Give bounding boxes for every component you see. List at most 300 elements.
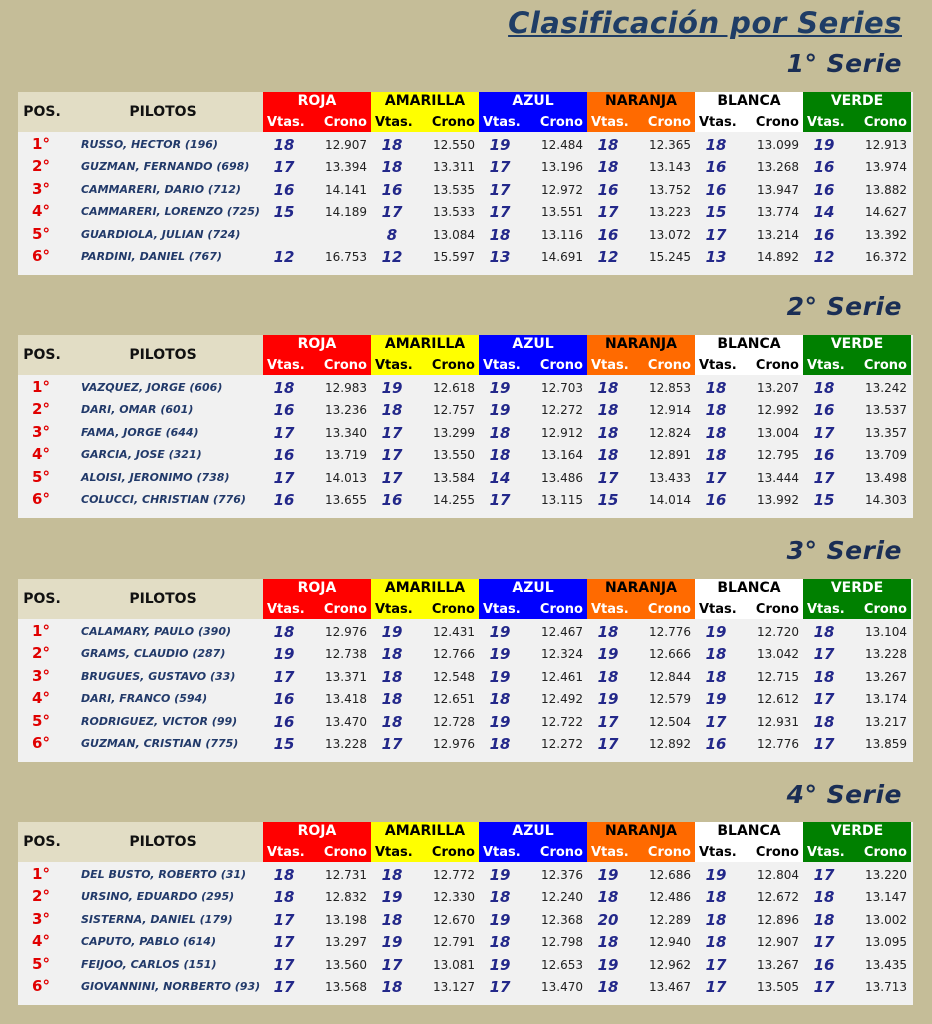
time-value: 13.095 <box>865 935 907 950</box>
laps-value: 17 <box>273 955 295 974</box>
time-header: Crono <box>539 358 583 373</box>
time-value: 12.492 <box>541 692 583 707</box>
time-value: 12.728 <box>433 714 475 729</box>
laps-value: 20 <box>597 910 619 929</box>
position: 2° <box>32 157 50 176</box>
position: 3° <box>32 179 50 198</box>
laps-value: 18 <box>705 379 727 397</box>
standings-table <box>18 92 913 275</box>
header-pos: POS. <box>23 591 61 607</box>
table-row <box>18 711 913 733</box>
time-value: 12.791 <box>433 935 475 950</box>
table-row <box>18 179 913 201</box>
laps-value: 17 <box>381 735 403 753</box>
laps-value: 18 <box>597 423 619 442</box>
laps-value: 17 <box>813 690 835 709</box>
laps-value: 18 <box>273 866 295 884</box>
header-pilotos: PILOTOS <box>129 834 197 850</box>
time-value: 13.207 <box>757 381 799 395</box>
laps-value: 12 <box>381 248 403 266</box>
time-value: 13.297 <box>325 935 367 950</box>
laps-header: Vtas. <box>267 358 305 373</box>
time-value: 13.435 <box>865 957 907 972</box>
time-header: Crono <box>647 115 691 130</box>
laps-header: Vtas. <box>591 358 629 373</box>
laps-value: 17 <box>813 978 835 996</box>
lane-name: ROJA <box>297 93 337 109</box>
time-header: Crono <box>863 602 907 617</box>
pilot-name: FEIJOO, CARLOS (151) <box>81 957 217 971</box>
laps-value: 18 <box>705 667 727 686</box>
lane-name: AMARILLA <box>384 93 466 109</box>
time-value: 13.719 <box>325 448 367 463</box>
time-value: 13.198 <box>325 912 367 927</box>
pilot-name: ALOISI, JERONIMO (738) <box>81 470 230 484</box>
lane-header-roja <box>263 579 371 619</box>
time-value: 12.853 <box>649 381 691 395</box>
laps-value: 15 <box>813 491 835 509</box>
position: 1° <box>32 135 50 153</box>
laps-value: 16 <box>273 446 295 465</box>
laps-value: 19 <box>381 933 403 952</box>
time-value: 13.560 <box>325 957 367 972</box>
position: 4° <box>32 689 50 708</box>
laps-header: Vtas. <box>483 845 521 860</box>
laps-value: 18 <box>597 379 619 397</box>
laps-value: 19 <box>273 645 295 664</box>
time-value: 12.907 <box>757 935 799 950</box>
lane-name: BLANCA <box>717 336 781 352</box>
time-value: 13.550 <box>433 448 475 463</box>
laps-value: 17 <box>273 910 295 929</box>
lane-header-blanca <box>695 92 803 132</box>
laps-value: 15 <box>273 735 295 753</box>
lane-name: AZUL <box>512 580 554 596</box>
lane-name: NARANJA <box>605 823 677 839</box>
time-value: 13.584 <box>433 470 475 485</box>
laps-value: 18 <box>597 667 619 686</box>
laps-value: 19 <box>597 955 619 974</box>
laps-value: 18 <box>705 910 727 929</box>
laps-value: 18 <box>705 136 727 154</box>
table-row <box>18 134 913 156</box>
laps-header: Vtas. <box>699 845 737 860</box>
laps-value: 19 <box>489 136 511 154</box>
time-value: 13.084 <box>433 227 475 242</box>
time-value: 12.365 <box>649 138 691 152</box>
laps-header: Vtas. <box>591 602 629 617</box>
laps-value: 17 <box>381 468 403 487</box>
position: 1° <box>32 378 50 396</box>
lane-header-azul <box>479 579 587 619</box>
time-value: 12.666 <box>649 647 691 662</box>
table-row <box>18 489 913 511</box>
lane-header-amarilla <box>371 822 479 862</box>
lane-header-verde <box>803 822 911 862</box>
laps-value: 15 <box>273 203 295 222</box>
time-value: 12.368 <box>541 912 583 927</box>
time-value: 13.713 <box>865 980 907 994</box>
time-value: 13.433 <box>649 470 691 485</box>
time-value: 12.757 <box>433 403 475 418</box>
time-value: 12.896 <box>757 912 799 927</box>
time-value: 13.127 <box>433 980 475 994</box>
time-value: 12.972 <box>541 182 583 197</box>
time-value: 13.299 <box>433 425 475 440</box>
time-value: 12.766 <box>433 647 475 662</box>
laps-header: Vtas. <box>699 358 737 373</box>
standings-table <box>18 335 913 518</box>
time-header: Crono <box>323 602 367 617</box>
pilot-name: FAMA, JORGE (644) <box>81 425 199 439</box>
lane-header-azul <box>479 822 587 862</box>
time-header: Crono <box>431 115 475 130</box>
laps-value: 16 <box>813 180 835 199</box>
time-value: 16.372 <box>865 250 907 264</box>
time-header: Crono <box>431 845 475 860</box>
time-value: 13.143 <box>649 160 691 175</box>
time-value: 12.731 <box>325 868 367 882</box>
time-value: 13.267 <box>865 669 907 684</box>
pilot-name: CAMMARERI, LORENZO (725) <box>81 205 260 219</box>
standings-table <box>18 579 913 762</box>
laps-value: 17 <box>705 225 727 244</box>
laps-value: 18 <box>381 866 403 884</box>
laps-header: Vtas. <box>267 115 305 130</box>
table-row <box>18 909 913 931</box>
time-value: 13.164 <box>541 448 583 463</box>
pilot-name: GARCIA, JOSE (321) <box>81 448 202 462</box>
laps-header: Vtas. <box>375 602 413 617</box>
time-value: 12.983 <box>325 381 367 395</box>
time-header: Crono <box>647 602 691 617</box>
lane-name: AZUL <box>512 823 554 839</box>
laps-value: 18 <box>489 423 511 442</box>
time-header: Crono <box>323 115 367 130</box>
laps-value: 18 <box>489 225 511 244</box>
time-value: 12.891 <box>649 448 691 463</box>
time-value: 15.597 <box>433 250 475 264</box>
lane-name: ROJA <box>297 823 337 839</box>
table-header <box>18 335 913 375</box>
laps-value: 16 <box>273 712 295 731</box>
time-value: 12.912 <box>541 425 583 440</box>
time-value: 12.672 <box>757 890 799 905</box>
laps-value: 16 <box>813 225 835 244</box>
laps-header: Vtas. <box>699 602 737 617</box>
laps-value: 15 <box>597 491 619 509</box>
time-value: 12.776 <box>757 737 799 751</box>
pilot-name: CALAMARY, PAULO (390) <box>81 625 231 638</box>
laps-header: Vtas. <box>267 602 305 617</box>
lane-name: AMARILLA <box>384 580 466 596</box>
lane-name: BLANCA <box>717 580 781 596</box>
laps-value: 17 <box>813 468 835 487</box>
serie-title: 1° Serie <box>786 49 902 78</box>
pilot-name: URSINO, EDUARDO (295) <box>81 890 235 904</box>
time-value: 13.498 <box>865 470 907 485</box>
time-value: 12.931 <box>757 714 799 729</box>
table-header <box>18 579 913 619</box>
time-value: 13.709 <box>865 448 907 463</box>
time-value: 12.892 <box>649 737 691 751</box>
time-value: 13.568 <box>325 980 367 994</box>
time-value: 12.579 <box>649 692 691 707</box>
header-pilotos: PILOTOS <box>129 591 197 607</box>
laps-value: 12 <box>273 248 295 266</box>
laps-value: 18 <box>813 910 835 929</box>
header-pos: POS. <box>23 834 61 850</box>
time-header: Crono <box>539 845 583 860</box>
time-value: 13.752 <box>649 182 691 197</box>
table-row <box>18 201 913 223</box>
time-value: 12.913 <box>865 138 907 152</box>
time-value: 16.753 <box>325 250 367 264</box>
position: 6° <box>32 247 50 265</box>
time-value: 13.311 <box>433 160 475 175</box>
laps-value: 8 <box>386 225 398 244</box>
time-value: 13.394 <box>325 160 367 175</box>
lane-header-azul <box>479 92 587 132</box>
time-value: 13.217 <box>865 714 907 729</box>
laps-value: 19 <box>705 866 727 884</box>
time-header: Crono <box>431 358 475 373</box>
laps-value: 19 <box>597 866 619 884</box>
time-value: 13.774 <box>757 205 799 220</box>
lane-header-blanca <box>695 822 803 862</box>
time-value: 13.268 <box>757 160 799 175</box>
time-value: 13.340 <box>325 425 367 440</box>
time-value: 12.376 <box>541 868 583 882</box>
table-row <box>18 886 913 908</box>
time-value: 13.267 <box>757 957 799 972</box>
laps-value: 19 <box>489 712 511 731</box>
laps-value: 18 <box>597 623 619 641</box>
time-value: 12.486 <box>649 890 691 905</box>
laps-value: 18 <box>381 136 403 154</box>
lane-header-blanca <box>695 335 803 375</box>
laps-value: 17 <box>273 978 295 996</box>
pilot-name: BRUGUES, GUSTAVO (33) <box>81 669 236 683</box>
time-value: 13.535 <box>433 182 475 197</box>
time-header: Crono <box>755 845 799 860</box>
laps-value: 18 <box>597 978 619 996</box>
laps-header: Vtas. <box>483 602 521 617</box>
header-pos: POS. <box>23 347 61 363</box>
laps-header: Vtas. <box>375 358 413 373</box>
laps-value: 16 <box>813 446 835 465</box>
time-value: 14.014 <box>649 493 691 507</box>
lane-header-naranja <box>587 822 695 862</box>
laps-value: 19 <box>489 955 511 974</box>
lane-header-verde <box>803 92 911 132</box>
page-title: Clasificación por Series <box>508 6 902 40</box>
laps-header: Vtas. <box>483 115 521 130</box>
time-value: 13.174 <box>865 692 907 707</box>
position: 6° <box>32 734 50 752</box>
table-row <box>18 224 913 246</box>
laps-value: 17 <box>489 180 511 199</box>
serie-title: 4° Serie <box>786 780 902 809</box>
laps-value: 18 <box>489 446 511 465</box>
time-value: 13.505 <box>757 980 799 994</box>
lane-name: AMARILLA <box>384 823 466 839</box>
lane-name: BLANCA <box>717 823 781 839</box>
laps-value: 17 <box>489 978 511 996</box>
laps-value: 17 <box>705 955 727 974</box>
laps-value: 18 <box>381 158 403 177</box>
table-row <box>18 666 913 688</box>
laps-value: 18 <box>273 623 295 641</box>
time-value: 13.228 <box>865 647 907 662</box>
time-value: 13.533 <box>433 205 475 220</box>
time-value: 12.461 <box>541 669 583 684</box>
lane-header-naranja <box>587 335 695 375</box>
time-value: 12.798 <box>541 935 583 950</box>
lane-header-amarilla <box>371 92 479 132</box>
time-value: 12.907 <box>325 138 367 152</box>
laps-value: 19 <box>489 379 511 397</box>
laps-value: 19 <box>705 690 727 709</box>
time-value: 13.223 <box>649 205 691 220</box>
time-value: 12.914 <box>649 403 691 418</box>
laps-value: 19 <box>489 866 511 884</box>
pilot-name: COLUCCI, CHRISTIAN (776) <box>81 493 246 506</box>
laps-value: 18 <box>597 933 619 952</box>
time-value: 13.099 <box>757 138 799 152</box>
time-value: 13.116 <box>541 227 583 242</box>
position: 1° <box>32 865 50 883</box>
laps-value: 17 <box>813 645 835 664</box>
laps-value: 19 <box>597 690 619 709</box>
laps-value: 12 <box>813 248 835 266</box>
table-row <box>18 954 913 976</box>
laps-value: 13 <box>489 248 511 266</box>
lane-header-azul <box>479 335 587 375</box>
table-row <box>18 688 913 710</box>
position: 2° <box>32 400 50 419</box>
time-value: 12.722 <box>541 714 583 729</box>
lane-header-naranja <box>587 579 695 619</box>
time-value: 12.431 <box>433 625 475 639</box>
time-value: 13.242 <box>865 381 907 395</box>
time-header: Crono <box>755 358 799 373</box>
position: 4° <box>32 445 50 464</box>
laps-value: 17 <box>273 667 295 686</box>
laps-value: 16 <box>381 180 403 199</box>
laps-value: 17 <box>597 468 619 487</box>
laps-value: 18 <box>381 667 403 686</box>
lane-name: AMARILLA <box>384 336 466 352</box>
table-row <box>18 976 913 998</box>
pilot-name: GUZMAN, CRISTIAN (775) <box>81 737 239 750</box>
time-value: 13.470 <box>325 714 367 729</box>
time-value: 13.371 <box>325 669 367 684</box>
laps-header: Vtas. <box>267 845 305 860</box>
laps-header: Vtas. <box>807 358 845 373</box>
laps-value: 18 <box>597 401 619 420</box>
laps-value: 16 <box>273 180 295 199</box>
pilot-name: PARDINI, DANIEL (767) <box>81 250 222 263</box>
pilot-name: GRAMS, CLAUDIO (287) <box>81 647 226 661</box>
laps-value: 17 <box>597 712 619 731</box>
laps-value: 16 <box>813 158 835 177</box>
laps-value: 16 <box>273 690 295 709</box>
header-label-cell <box>18 822 263 862</box>
time-value: 13.196 <box>541 160 583 175</box>
position: 2° <box>32 887 50 906</box>
time-value: 14.691 <box>541 250 583 264</box>
time-value: 13.418 <box>325 692 367 707</box>
time-value: 13.042 <box>757 647 799 662</box>
laps-value: 16 <box>705 158 727 177</box>
lane-header-amarilla <box>371 335 479 375</box>
laps-value: 19 <box>489 623 511 641</box>
laps-value: 14 <box>813 203 835 222</box>
laps-value: 16 <box>813 401 835 420</box>
laps-value: 17 <box>489 158 511 177</box>
time-value: 12.976 <box>325 625 367 639</box>
time-value: 12.653 <box>541 957 583 972</box>
time-value: 12.832 <box>325 890 367 905</box>
laps-value: 17 <box>705 712 727 731</box>
time-header: Crono <box>755 602 799 617</box>
lane-name: NARANJA <box>605 93 677 109</box>
laps-value: 16 <box>597 180 619 199</box>
position: 6° <box>32 490 50 508</box>
time-value: 13.002 <box>865 912 907 927</box>
lane-header-naranja <box>587 92 695 132</box>
header-label-cell <box>18 92 263 132</box>
standings-table <box>18 822 913 1005</box>
time-value: 13.655 <box>325 493 367 507</box>
pilot-name: CAPUTO, PABLO (614) <box>81 935 216 949</box>
position: 5° <box>32 711 50 730</box>
time-value: 12.686 <box>649 868 691 882</box>
pilot-name: VAZQUEZ, JORGE (606) <box>81 381 223 394</box>
time-value: 13.236 <box>325 403 367 418</box>
laps-value: 18 <box>381 645 403 664</box>
laps-value: 18 <box>273 888 295 907</box>
time-header: Crono <box>647 845 691 860</box>
table-row <box>18 864 913 886</box>
laps-value: 18 <box>597 446 619 465</box>
time-value: 14.303 <box>865 493 907 507</box>
laps-value: 17 <box>705 468 727 487</box>
time-value: 12.651 <box>433 692 475 707</box>
pilot-name: CAMMARERI, DARIO (712) <box>81 182 241 196</box>
laps-value: 17 <box>597 735 619 753</box>
position: 3° <box>32 666 50 685</box>
time-value: 12.720 <box>757 625 799 639</box>
laps-value: 19 <box>381 623 403 641</box>
time-value: 13.104 <box>865 625 907 639</box>
time-value: 12.804 <box>757 868 799 882</box>
time-value: 14.141 <box>325 182 367 197</box>
lane-name: NARANJA <box>605 336 677 352</box>
time-value: 12.824 <box>649 425 691 440</box>
laps-value: 18 <box>381 401 403 420</box>
lane-name: ROJA <box>297 336 337 352</box>
laps-value: 17 <box>705 978 727 996</box>
time-value: 13.228 <box>325 737 367 751</box>
time-value: 12.272 <box>541 403 583 418</box>
laps-value: 18 <box>381 690 403 709</box>
lane-name: BLANCA <box>717 93 781 109</box>
laps-header: Vtas. <box>807 602 845 617</box>
table-row <box>18 643 913 665</box>
time-value: 12.484 <box>541 138 583 152</box>
